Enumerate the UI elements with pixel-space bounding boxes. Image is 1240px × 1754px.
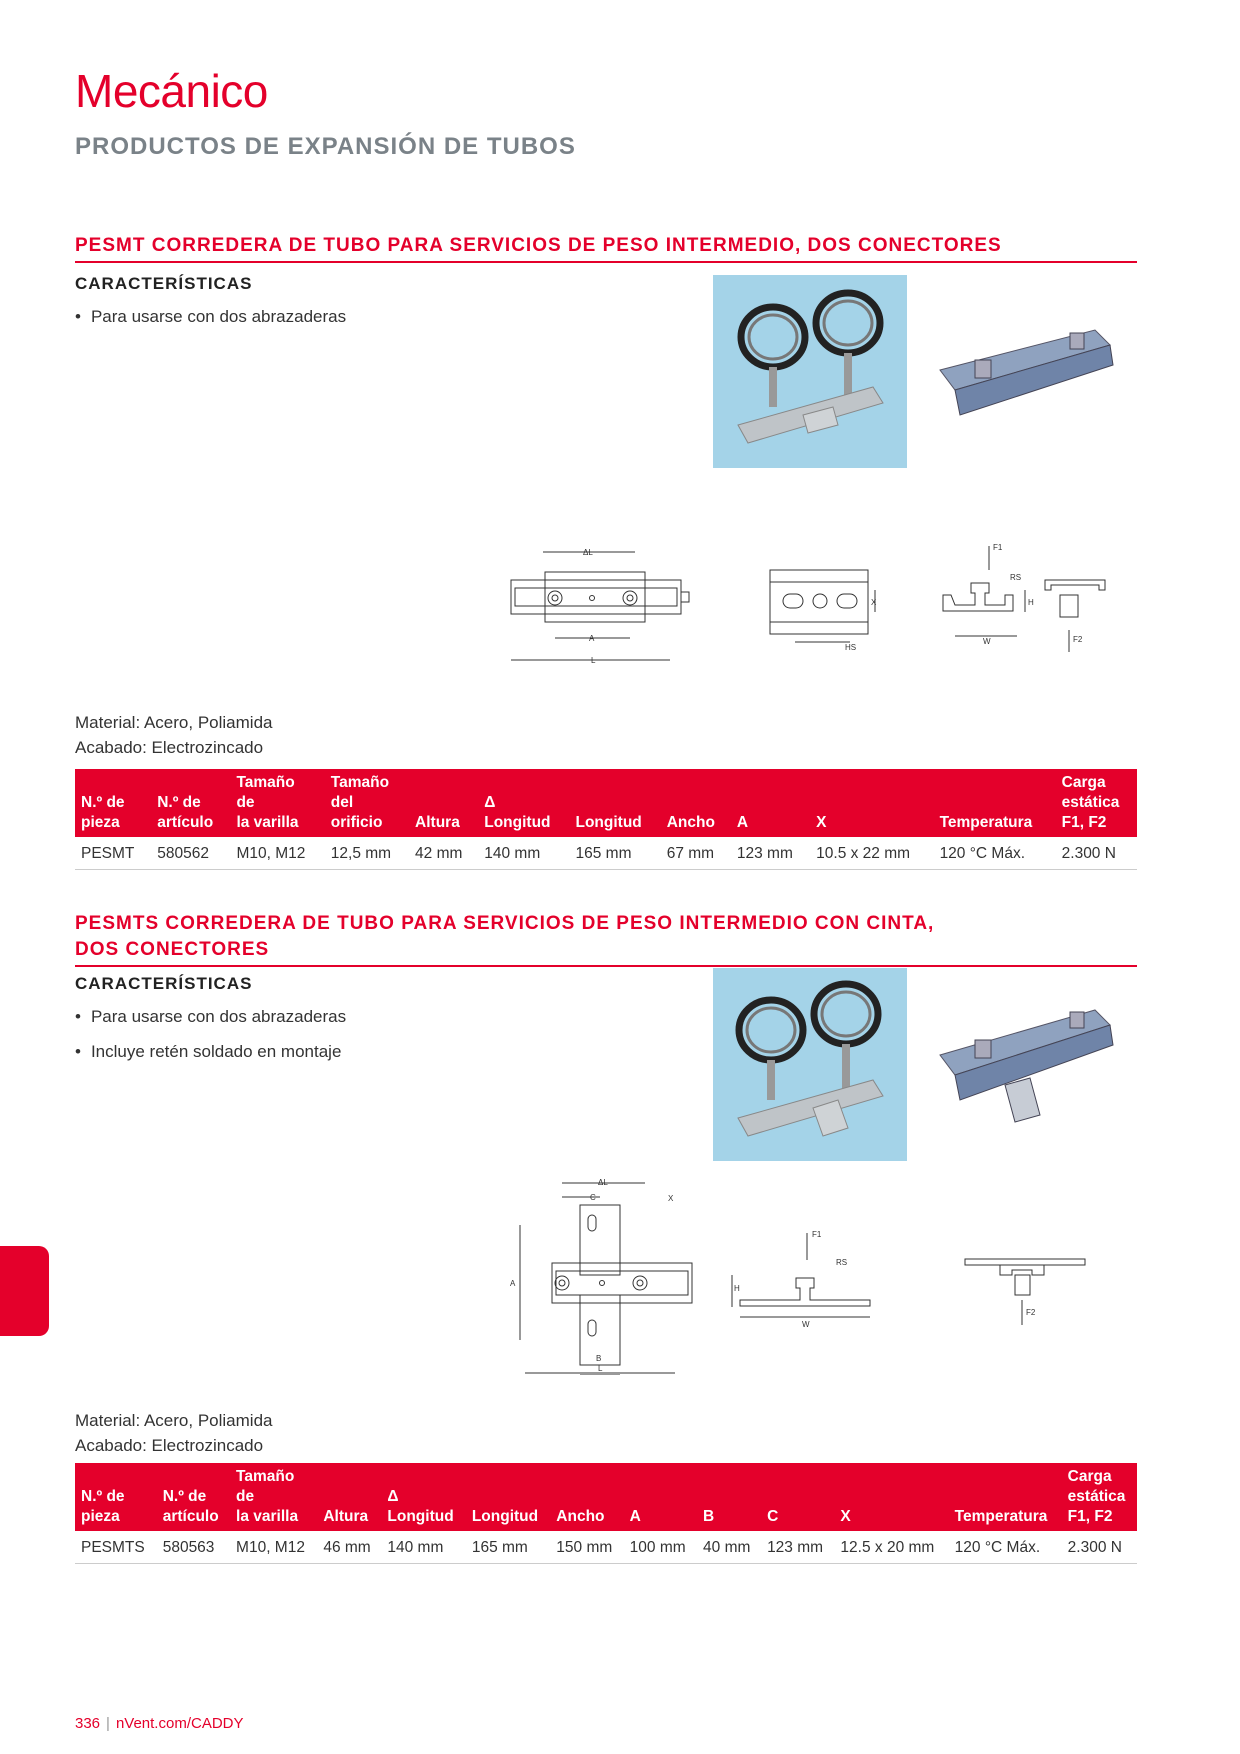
footer-separator: | (106, 1715, 110, 1732)
product-photo-pesmt (713, 275, 907, 468)
dim-label-c: C (590, 1193, 596, 1202)
table-cell: 150 mm (550, 1531, 623, 1564)
dim-label-rs: RS (1010, 573, 1022, 582)
column-header: Temperatura (934, 769, 1056, 837)
dim-label-x: X (668, 1194, 674, 1203)
material-text: Material: Acero, Poliamida (75, 1411, 273, 1430)
table-header-row (75, 1463, 1137, 1531)
product-photo-pesmts (713, 968, 907, 1161)
dim-label-b: B (596, 1354, 602, 1363)
dim-label-h: H (1028, 598, 1034, 607)
dim-label-f2: F2 (1073, 635, 1083, 644)
product-render-pesmts (935, 1000, 1115, 1125)
feature-item: • Para usarse con dos abrazaderas (75, 1007, 346, 1027)
table-cell: M10, M12 (230, 1531, 317, 1564)
column-header: Altura (409, 769, 478, 837)
dim-label-h: H (734, 1284, 740, 1293)
column-header: A (731, 769, 810, 837)
table-cell: 12.5 x 20 mm (834, 1531, 948, 1564)
table-cell: 100 mm (624, 1531, 697, 1564)
table-cell: PESMT (75, 837, 151, 870)
column-header: Tamaño de la varilla (230, 1463, 317, 1531)
dim-label-a: A (510, 1279, 516, 1288)
page-number: 336 (75, 1715, 101, 1732)
table-cell: 10.5 x 22 mm (810, 837, 933, 870)
table-cell: 42 mm (409, 837, 478, 870)
column-header: Ancho (661, 769, 731, 837)
column-header: Tamaño de la varilla (230, 769, 324, 837)
dim-label-w: W (802, 1320, 810, 1329)
table-cell: 165 mm (466, 1531, 550, 1564)
column-header: Tamaño del orificio (325, 769, 409, 837)
column-header: Altura (317, 1463, 381, 1531)
dim-label-f1: F1 (993, 543, 1003, 552)
product-heading-pesmts (75, 911, 1137, 967)
column-header: Longitud (466, 1463, 550, 1531)
column-header: Carga estática F1, F2 (1062, 1463, 1137, 1531)
technical-drawing-pesmt (505, 540, 1125, 670)
dim-label-dl: ΔL (583, 548, 593, 557)
column-header: Ancho (550, 1463, 623, 1531)
section-tab (0, 1246, 49, 1336)
column-header: N.º de artículo (157, 1463, 230, 1531)
table-cell: 580562 (151, 837, 230, 870)
finish-text: Acabado: Electrozincado (75, 738, 264, 757)
dim-label-x: X (871, 598, 877, 607)
dim-label-f2: F2 (1026, 1308, 1036, 1317)
product-heading-line: DOS CONECTORES (75, 939, 270, 960)
column-header: Carga estática F1, F2 (1056, 769, 1137, 837)
page-title: Mecánico (75, 65, 268, 117)
footer-url[interactable]: nVent.com/CADDY (115, 1715, 244, 1732)
column-header: Δ Longitud (478, 769, 569, 837)
features-heading: CARACTERÍSTICAS (75, 974, 253, 993)
product-heading-line: PESMTS CORREDERA DE TUBO PARA SERVICIOS DE PESO INTERMEDIO CON CINTA, (75, 913, 935, 934)
table-cell: 120 °C Máx. (934, 837, 1056, 870)
material-text: Material: Acero, Poliamida (75, 713, 273, 732)
technical-drawing-pesmts (500, 1175, 1120, 1375)
page-footer (75, 1715, 244, 1732)
column-header: Δ Longitud (381, 1463, 465, 1531)
dim-label-l: L (591, 656, 596, 665)
table-cell: 46 mm (317, 1531, 381, 1564)
column-header: A (624, 1463, 697, 1531)
product-heading-pesmt: PESMT CORREDERA DE TUBO PARA SERVICIOS DE PESO INTERMEDIO, DOS CONECTORES (75, 233, 1137, 263)
dim-label-dl: ΔL (598, 1178, 608, 1187)
column-header: X (834, 1463, 948, 1531)
table-cell: 40 mm (697, 1531, 761, 1564)
table-row (75, 1531, 1137, 1564)
dim-label-w: W (983, 637, 991, 646)
table-cell: 123 mm (731, 837, 810, 870)
spec-table-pesmts (75, 1463, 1137, 1564)
table-cell: 140 mm (381, 1531, 465, 1564)
dim-label-f1: F1 (812, 1230, 822, 1239)
dim-label-rs: RS (836, 1258, 848, 1267)
table-cell: M10, M12 (230, 837, 324, 870)
page-subtitle: PRODUCTOS DE EXPANSIÓN DE TUBOS (75, 133, 576, 160)
table-cell: 123 mm (761, 1531, 834, 1564)
column-header: Temperatura (949, 1463, 1062, 1531)
feature-item: • Para usarse con dos abrazaderas (75, 307, 346, 327)
dim-label-hs: HS (845, 643, 857, 652)
table-cell: 165 mm (569, 837, 660, 870)
feature-item: • Incluye retén soldado en montaje (75, 1042, 341, 1062)
table-cell: 2.300 N (1062, 1531, 1137, 1564)
product-render-pesmt (935, 325, 1115, 425)
column-header: C (761, 1463, 834, 1531)
column-header: X (810, 769, 933, 837)
table-cell: 67 mm (661, 837, 731, 870)
table-cell: 12,5 mm (325, 837, 409, 870)
column-header: N.º de pieza (75, 769, 151, 837)
table-cell: 120 °C Máx. (949, 1531, 1062, 1564)
table-cell: 580563 (157, 1531, 230, 1564)
table-cell: 140 mm (478, 837, 569, 870)
features-heading: CARACTERÍSTICAS (75, 274, 253, 293)
dim-label-a: A (589, 634, 595, 643)
column-header: N.º de pieza (75, 1463, 157, 1531)
table-cell: 2.300 N (1056, 837, 1137, 870)
column-header: B (697, 1463, 761, 1531)
table-row (75, 837, 1137, 870)
spec-table-pesmt (75, 769, 1137, 870)
finish-text: Acabado: Electrozincado (75, 1436, 264, 1455)
table-cell: PESMTS (75, 1531, 157, 1564)
column-header: N.º de artículo (151, 769, 230, 837)
table-header-row (75, 769, 1137, 837)
dim-label-l: L (598, 1364, 603, 1373)
column-header: Longitud (569, 769, 660, 837)
